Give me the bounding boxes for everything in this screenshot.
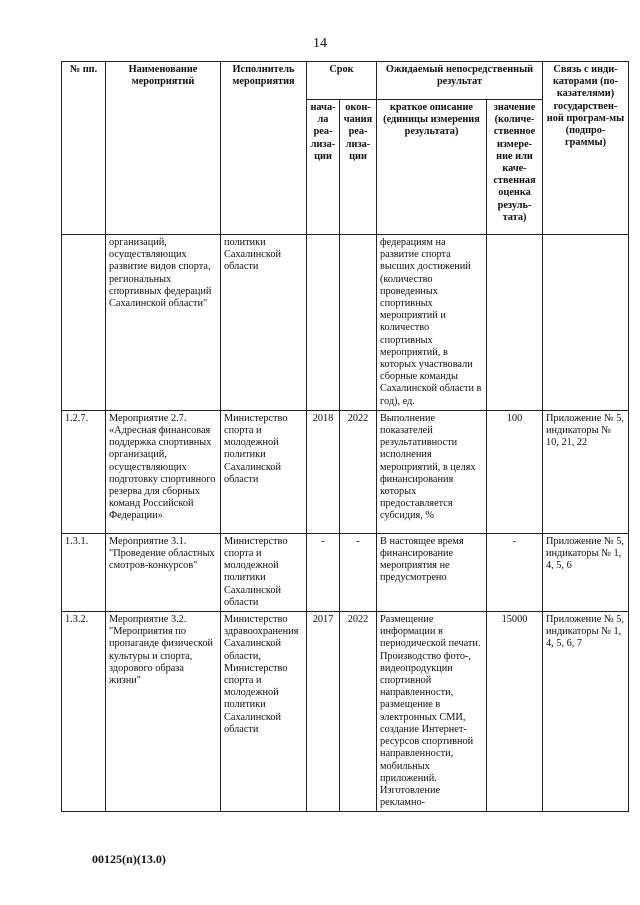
cell-start [307, 235, 340, 411]
cell-link [543, 235, 629, 411]
header-brief: краткое описание (единицы измерения результата) [377, 100, 487, 235]
table-row [62, 533, 629, 611]
cell-brief: Выполнение показателей результативности исполнения мероприятий, в целях финансирования которых предоставляется субсидия, % [377, 410, 487, 533]
cell-executor: Министерство спорта и молодежной политики Сахалинской области [221, 410, 307, 533]
cell-end: 2022 [340, 410, 377, 533]
cell-num: 1.3.2. [62, 612, 106, 812]
cell-executor: Министерство спорта и молодежной политики Сахалинской области [221, 533, 307, 611]
header-term-start: нача-ла реа-лиза-ции [307, 100, 340, 235]
cell-brief: Размещение информации в периодической печати. Производство фото-, видеопродукции спортивной направленности, размещение в электронных СМИ, создание Интернет-ресурсов спортивной направленности, мобильных приложений. Изготовление рекламно- [377, 612, 487, 812]
cell-value [487, 235, 543, 411]
cell-name: Мероприятие 2.7. «Адресная финансовая поддержка спортивных организаций, осуществляющих подготовку спортивного резерва для сборных команд Российской Федерации» [106, 410, 221, 533]
header-row-1 [62, 62, 629, 100]
cell-value: 100 [487, 410, 543, 533]
cell-executor: политики Сахалинской области [221, 235, 307, 411]
cell-num: 1.2.7. [62, 410, 106, 533]
cell-executor: Министерство здравоохранения Сахалинской области, Министерство спорта и молодежной политики Сахалинской области [221, 612, 307, 812]
header-expected: Ожидаемый непосредственный результат [377, 62, 543, 100]
cell-start: 2017 [307, 612, 340, 812]
header-term-end: окон-чания реа-лиза-ции [340, 100, 377, 235]
cell-brief: В настоящее время финансирование мероприятия не предусмотрено [377, 533, 487, 611]
header-value: значение (количе-ственное измере-ние или каче-ственная оценка резуль-тата) [487, 100, 543, 235]
cell-name: Мероприятие 3.2. "Мероприятия по пропаганде физической культуры и спорта, здорового образа жизни" [106, 612, 221, 812]
cell-num: 1.3.1. [62, 533, 106, 611]
page-number: 14 [313, 36, 327, 51]
header-executor: Исполнитель мероприятия [221, 62, 307, 235]
cell-end [340, 235, 377, 411]
cell-name: Мероприятие 3.1. "Проведение областных смотров-конкурсов" [106, 533, 221, 611]
cell-name: организаций, осуществляющих развитие видов спорта, региональных спортивных федераций Сахалинской области" [106, 235, 221, 411]
cell-link: Приложение № 5, индикаторы № 1, 4, 5, 6, 7 [543, 612, 629, 812]
cell-value: 15000 [487, 612, 543, 812]
header-link: Связь с инди-каторами (по-казателями) государствен-ной програм-мы (подпро-граммы) [543, 62, 629, 235]
measures-table [61, 61, 629, 812]
header-name: Наименование мероприятий [106, 62, 221, 235]
header-term: Срок [307, 62, 377, 100]
cell-value: - [487, 533, 543, 611]
table-row [62, 235, 629, 411]
header-num: № пп. [62, 62, 106, 235]
document-code: 00125(п)(13.0) [92, 852, 166, 866]
cell-link: Приложение № 5, индикаторы № 10, 21, 22 [543, 410, 629, 533]
cell-end: 2022 [340, 612, 377, 812]
cell-link: Приложение № 5, индикаторы № 1, 4, 5, 6 [543, 533, 629, 611]
cell-start: - [307, 533, 340, 611]
cell-start: 2018 [307, 410, 340, 533]
table-row [62, 410, 629, 533]
cell-brief: федерациям на развитие спорта высших достижений (количество проведенных спортивных мероприятий и количество спортивных мероприятий, в которых участвовали сборные команды Сахалинской области в год), ед. [377, 235, 487, 411]
cell-num [62, 235, 106, 411]
cell-end: - [340, 533, 377, 611]
table-row [62, 612, 629, 812]
